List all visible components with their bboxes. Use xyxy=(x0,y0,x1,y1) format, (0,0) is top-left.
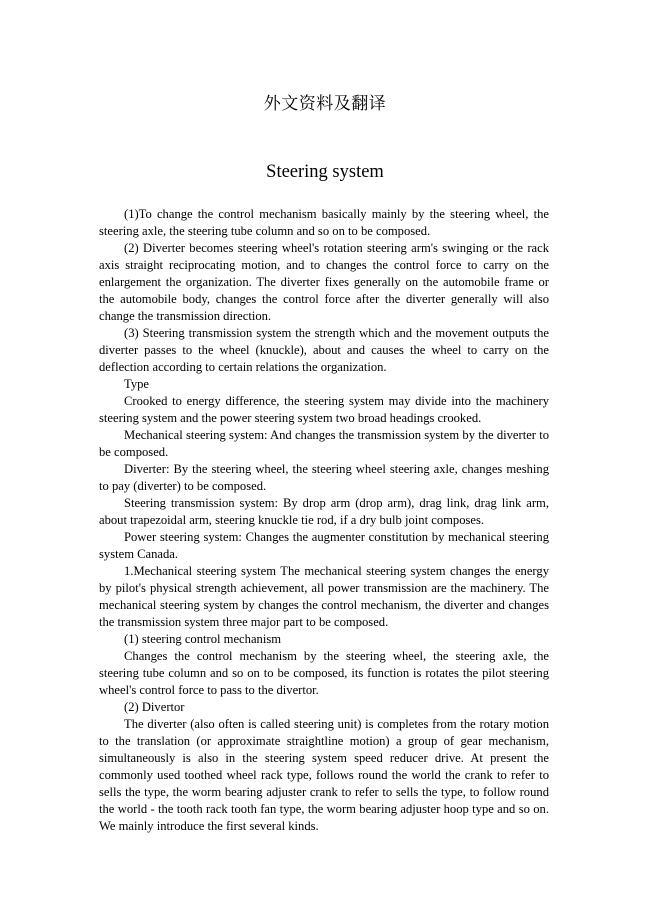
paragraph-3: (3) Steering transmission system the strength which and the movement outputs the diverter passes to the wheel (knuckle), about and causes the wheel to carry on the deflection according to certain relations the organization. xyxy=(99,326,549,374)
paragraph-7: Diverter: By the steering wheel, the steering wheel steering axle, changes meshing to pay (diverter) to be composed. xyxy=(99,462,549,493)
paragraph-1: (1)To change the control mechanism basically mainly by the steering wheel, the steering axle, the steering tube column and so on to be composed. xyxy=(99,207,549,238)
paragraph-5: Crooked to energy difference, the steering system may divide into the machinery steering system and the power steering system two broad headings crooked. xyxy=(99,394,549,425)
section-heading-divertor: (2) Divertor xyxy=(124,700,185,714)
document-title: Steering system xyxy=(266,162,384,182)
document-body xyxy=(99,206,549,835)
section-heading-steering-control: (1) steering control mechanism xyxy=(124,632,282,646)
section-heading-type: Type xyxy=(124,377,149,391)
paragraph-14: The diverter (also often is called steering unit) is completes from the rotary motion to the translation (or approximate straightline motion) a group of gear mechanism, simultaneously is also in the steering system speed reducer drive. At present the commonly used toothed wheel rack type, follows round the world the crank to refer to sells the type, the worm bearing adjuster crank to refer to sells the type, to follow round the world - the tooth rack tooth fan type, the worm bearing adjuster hoop type and so on. We mainly introduce the first several kinds. xyxy=(99,717,549,833)
paragraph-6: Mechanical steering system: And changes the transmission system by the diverter to be composed. xyxy=(99,428,549,459)
paragraph-8: Steering transmission system: By drop arm (drop arm), drag link, drag link arm, about trapezoidal arm, steering knuckle tie rod, if a dry bulb joint composes. xyxy=(99,496,549,527)
paragraph-12: Changes the control mechanism by the steering wheel, the steering axle, the steering tube column and so on to be composed, its function is rotates the pilot steering wheel's control force to pass to the divertor. xyxy=(99,649,549,697)
document-header: 外文资料及翻译 xyxy=(263,94,387,114)
paragraph-2: (2) Diverter becomes steering wheel's rotation steering arm's swinging or the rack axis straight reciprocating motion, and to changes the control force to carry on the enlargement the organization. The diverter fixes generally on the automobile frame or the automobile body, changes the control force after the diverter generally will also change the transmission direction. xyxy=(99,241,549,323)
paragraph-9: Power steering system: Changes the augmenter constitution by mechanical steering system Canada. xyxy=(99,530,549,561)
paragraph-10: 1.Mechanical steering system The mechanical steering system changes the energy by pilot's physical strength achievement, all power transmission are the machinery. The mechanical steering system by changes the control mechanism, the diverter and changes the transmission system three major part to be composed. xyxy=(99,564,549,629)
